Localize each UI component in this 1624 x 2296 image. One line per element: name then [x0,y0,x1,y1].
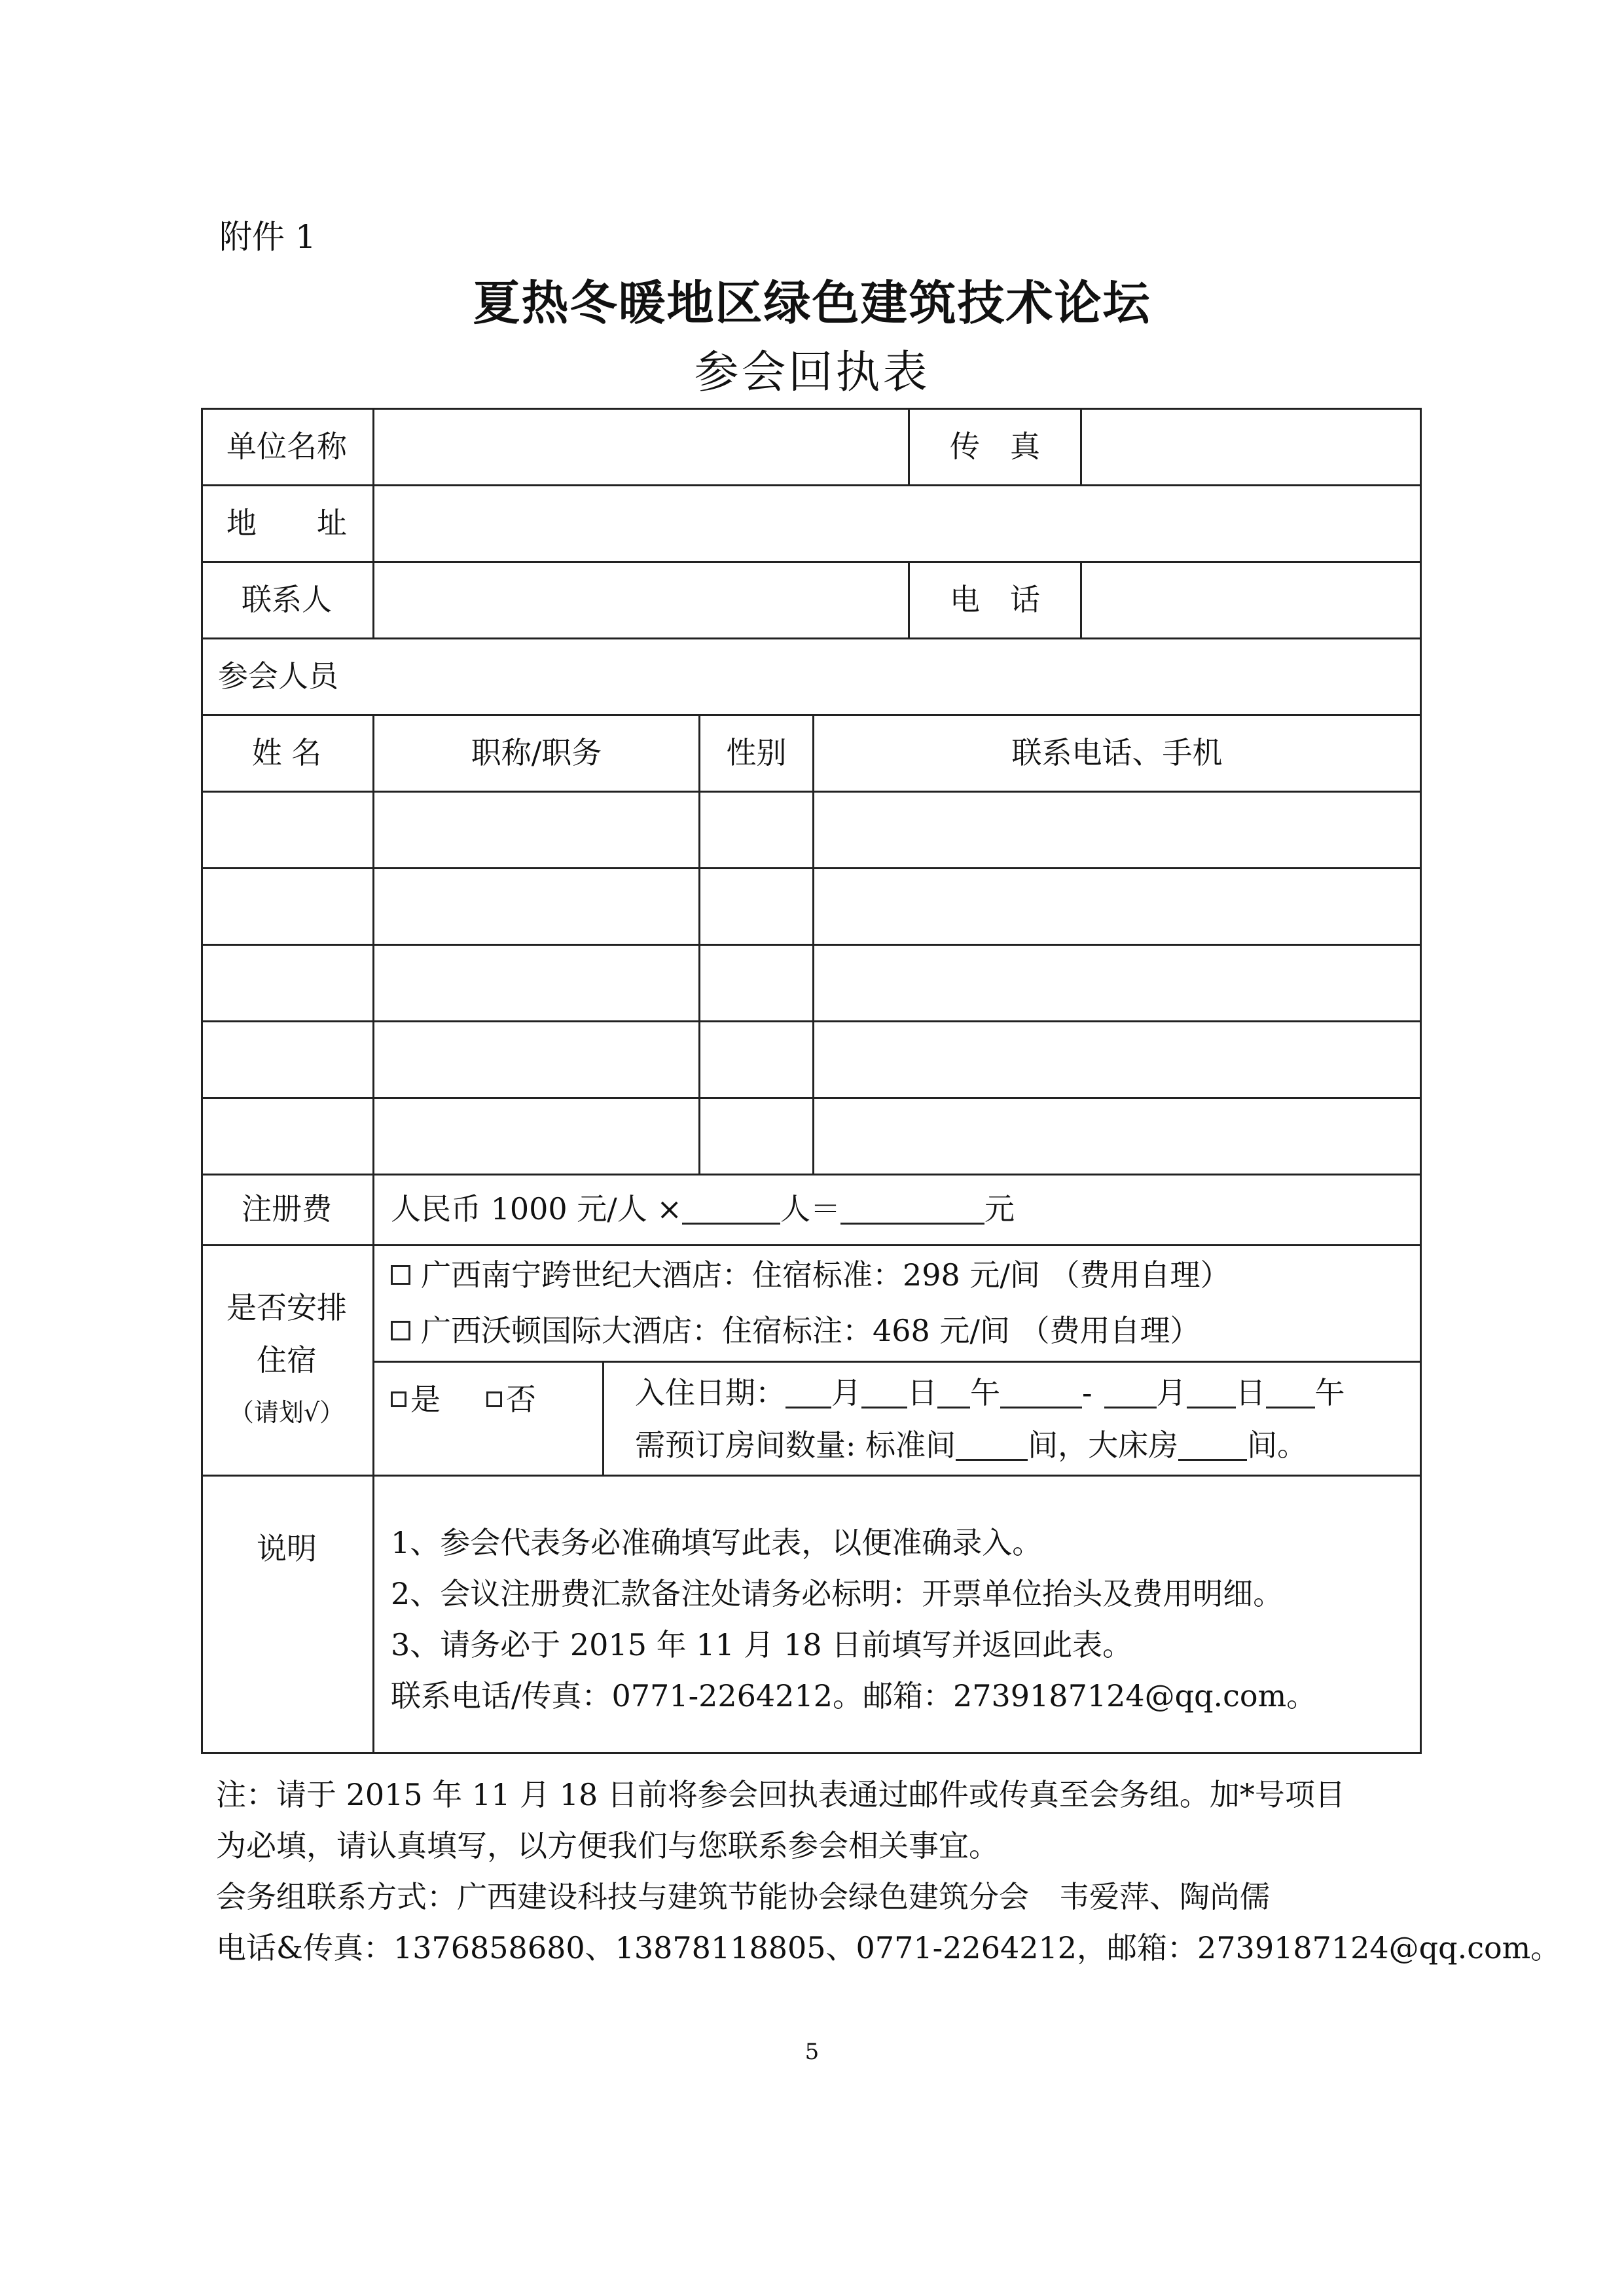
hotel-1-text: 广西南宁跨世纪大酒店：住宿标准：298 元/间 （费用自理） [421,1257,1231,1293]
attendee-gender-input[interactable] [700,1099,812,1174]
attendee-name-input[interactable] [203,1022,372,1097]
attendee-title-input[interactable] [374,1099,698,1174]
page-number: 5 [804,2039,820,2065]
checkout-day-blank[interactable] [1187,1378,1236,1408]
checkout-month-unit: 月 [1156,1375,1187,1410]
org-name-input[interactable] [374,410,908,484]
attachment-label: 附件 1 [219,218,316,256]
hotel-option-2[interactable] [391,1308,1412,1354]
checkout-noon-unit: 午 [1314,1375,1345,1410]
no-checkbox-icon[interactable] [486,1391,502,1407]
fee-text-2: 人＝ [780,1191,840,1227]
no-label: 否 [506,1382,536,1417]
attendee-title-input[interactable] [374,1022,698,1097]
yes-label: 是 [410,1382,441,1417]
hotel-2-text: 广西沃顿国际大酒店：住宿标注：468 元/间 （费用自理） [421,1313,1200,1348]
org-name-label: 单位名称 [226,428,347,464]
rooms-line [635,1419,1414,1471]
attendee-name-input[interactable] [203,869,372,944]
checkin-noon-blank[interactable] [937,1378,970,1408]
attendee-title-input[interactable] [374,946,698,1020]
yes-checkbox-icon[interactable] [391,1391,406,1407]
hotel-option-1[interactable] [391,1252,1412,1298]
lodging-label-group [201,1259,372,1462]
attendee-gender-input[interactable] [700,793,812,867]
checkin-day-blank[interactable] [861,1378,907,1408]
registration-form [201,408,1422,1754]
checkin-line [635,1367,1414,1419]
attendee-name-input[interactable] [203,946,372,1020]
notes-label: 说明 [257,1531,317,1566]
checkout-day-unit: 日 [1235,1375,1266,1410]
col-gender: 性别 [726,734,787,770]
attendee-gender-input[interactable] [700,946,812,1020]
king-room-blank[interactable] [1178,1430,1247,1461]
rule [602,1361,604,1475]
checkin-noon-unit: 午 [970,1375,1000,1410]
fee-text-1: 人民币 1000 元/人 × [391,1191,682,1227]
col-name: 姓 名 [251,734,322,770]
fax-input[interactable] [1082,410,1420,484]
rule [201,1752,1422,1754]
rooms-prefix: 需预订房间数量: 标准间 [635,1427,956,1463]
attendee-gender-input[interactable] [700,869,812,944]
checkbox-icon[interactable] [391,1265,410,1285]
fee-text-3: 元 [984,1191,1015,1227]
checkin-dash: - [1082,1375,1092,1410]
footer-note-line: 为必填，请认真填写，以方便我们与您联系参会相关事宜。 [216,1828,999,1863]
rooms-unit-1: 间，大床房 [1028,1427,1179,1463]
attendee-title-input[interactable] [374,793,698,867]
form-subtitle: 参会回执表 [694,347,930,399]
contact-input[interactable] [374,563,908,637]
attendee-phone-input[interactable] [814,869,1420,944]
headcount-blank[interactable] [682,1194,780,1225]
attendee-phone-input[interactable] [814,1022,1420,1097]
lodging-yes-no [391,1373,600,1426]
checkin-month-unit: 月 [831,1375,861,1410]
attendee-phone-input[interactable] [814,1099,1420,1174]
attendee-title-input[interactable] [374,869,698,944]
attendee-phone-input[interactable] [814,793,1420,867]
phone-input[interactable] [1082,563,1420,637]
rule [201,1244,1422,1246]
attendee-name-input[interactable] [203,793,372,867]
lodging-label-2: 住宿 [257,1342,317,1378]
total-blank[interactable] [840,1194,984,1225]
note-item: 联系电话/传真：0771-2264212。邮箱：2739187124@qq.com。 [391,1678,1317,1713]
attendee-phone-input[interactable] [814,946,1420,1020]
checkout-noon-blank[interactable] [1266,1378,1315,1408]
standard-room-blank[interactable] [956,1430,1028,1461]
note-item: 2、会议注册费汇款备注处请务必标明：开票单位抬头及费用明细。 [391,1576,1284,1611]
phone-label: 电 话 [950,581,1040,617]
attendees-label: 参会人员 [218,658,338,694]
checkin-range-blank[interactable] [1000,1378,1082,1408]
lodging-hint: （请划√） [228,1398,345,1427]
footer-note-line: 会务组联系方式：广西建设科技与建筑节能协会绿色建筑分会 韦爱萍、陶尚儒 [216,1879,1270,1914]
fee-label: 注册费 [242,1191,332,1227]
notes-list [391,1517,1412,1721]
rule [1420,408,1422,1754]
attendee-name-input[interactable] [203,1099,372,1174]
rooms-unit-2: 间。 [1247,1427,1308,1463]
checkbox-icon[interactable] [391,1321,410,1340]
note-item: 1、参会代表务必准确填写此表，以便准确录入。 [391,1525,1043,1560]
form-title: 夏热冬暖地区绿色建筑技术论坛 [473,276,1151,331]
checkin-day-unit: 日 [907,1375,937,1410]
rule [201,1475,1422,1477]
col-contact-phone: 联系电话、手机 [1011,734,1223,770]
fee-line [391,1174,1412,1244]
footer-note-line: 电话&传真：1376858680、13878118805、0771-2264212，邮箱：2739187124@qq.com。 [216,1930,1561,1965]
rule [372,1361,1422,1363]
address-input[interactable] [374,486,1420,561]
fax-label: 传 真 [950,428,1040,464]
note-item: 3、请务必于 2015 年 11 月 18 日前填写并返回此表。 [391,1627,1133,1662]
checkout-month-blank[interactable] [1104,1378,1157,1408]
attendee-gender-input[interactable] [700,1022,812,1097]
lodging-label-1: 是否安排 [226,1290,347,1325]
address-label: 地 址 [226,505,347,541]
checkin-month-blank[interactable] [785,1378,831,1408]
contact-label: 联系人 [242,581,332,617]
checkin-prefix: 入住日期： [635,1375,785,1410]
footer-note-line: 注：请于 2015 年 11 月 18 日前将参会回执表通过邮件或传真至会务组。加*号项目 [216,1777,1345,1812]
col-title-duty: 职称/职务 [471,734,602,770]
